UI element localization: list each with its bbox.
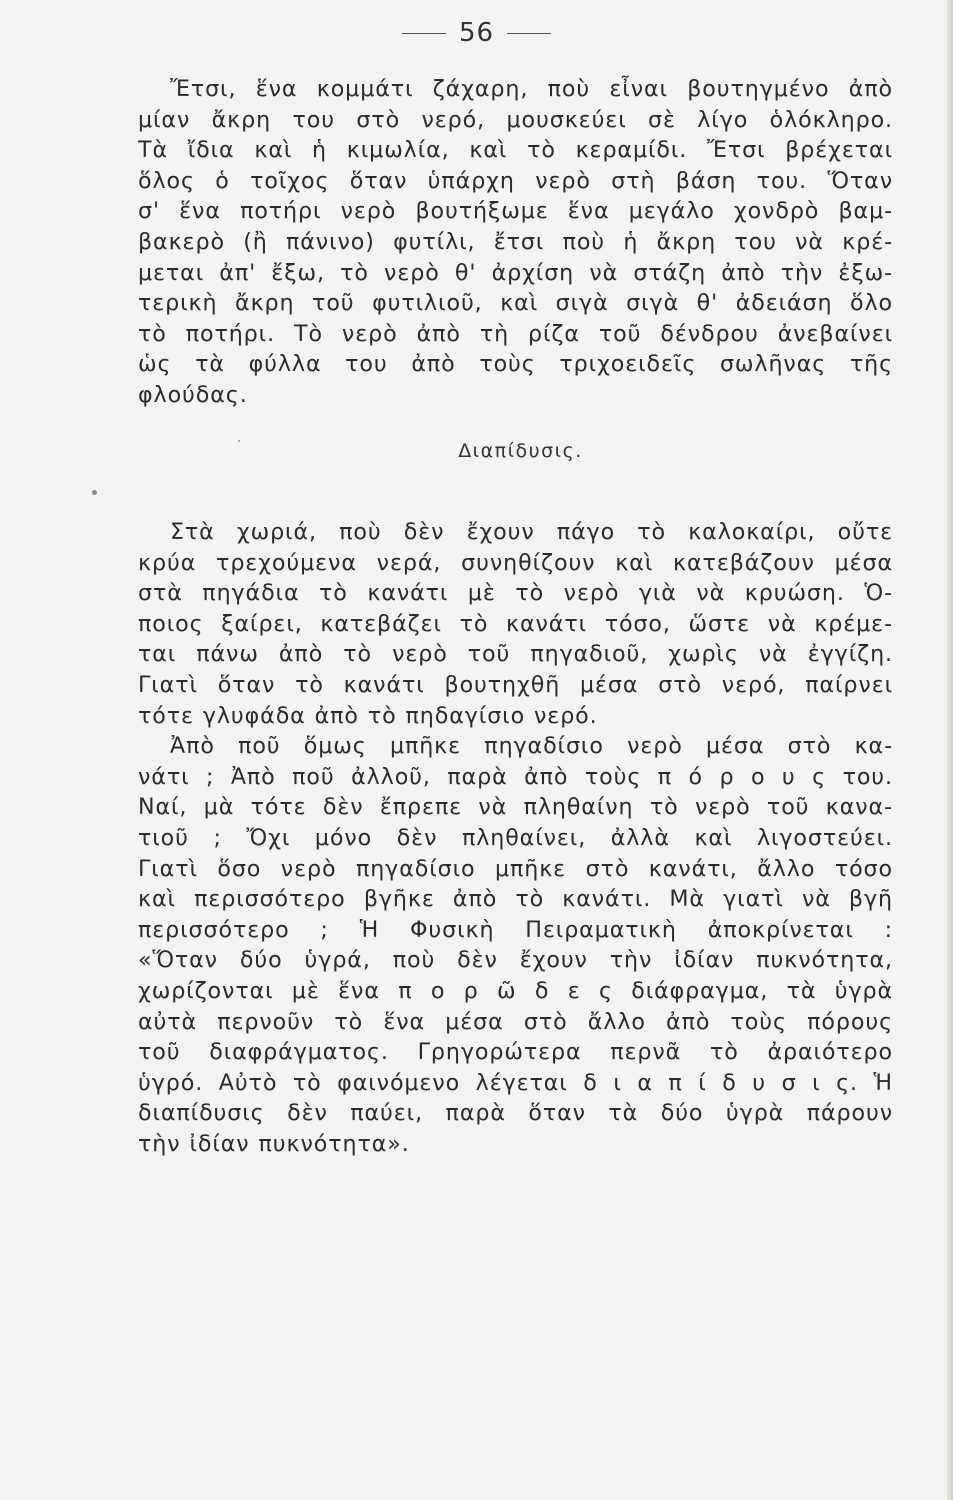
text-line: Στὰ χωριά, ποὺ δὲν ἔχουν πάγο τὸ καλοκαίρι, οὔτε bbox=[170, 519, 893, 545]
text-line: ὡς τὰ φύλλα του ἀπὸ τοὺς τριχοειδεῖς σωλῆνας τῆς bbox=[138, 351, 893, 378]
text-line: ὅλος ὁ τοῖχος ὅταν ὑπάρχη νερὸ στὴ βάση του. Ὅταν bbox=[138, 167, 893, 194]
text-line: Ἀπὸ ποῦ ὅμως μπῆκε πηγαδίσιο νερὸ μέσα στὸ κα- bbox=[170, 733, 893, 760]
page-number: 56 bbox=[458, 18, 495, 48]
text-line: ται πάνω ἀπὸ τὸ νερὸ τοῦ πηγαδιοῦ, χωρὶς νὰ ἐγγίζη. bbox=[138, 641, 893, 668]
text-line: τὴν ἰδίαν πυκνότητα». bbox=[138, 1130, 410, 1157]
text-line: κρύα τρεχούμενα νερά, συνηθίζουν καὶ κατεβάζουν μέσα bbox=[138, 549, 893, 576]
paragraph-1 bbox=[138, 74, 893, 411]
header-rule-left bbox=[402, 33, 446, 34]
text-line: Γιατὶ ὅταν τὸ κανάτι βουτηχθῆ μέσα στὸ νερό, παίρνει bbox=[138, 671, 893, 698]
text-line: τότε γλυφάδα ἀπὸ τὸ πηδαγίσιο νερό. bbox=[138, 702, 598, 729]
text-line: τερικὴ ἄκρη τοῦ φυτιλιοῦ, καὶ σιγὰ σιγὰ θ' ἀδειάση ὅλο bbox=[138, 290, 893, 317]
text-line: ποιος ξαίρει, κατεβάζει τὸ κανάτι τόσο, ὥστε νὰ κρέμε- bbox=[138, 610, 893, 637]
text-line: βακερὸ (ἢ πάνινο) φυτίλι, ἔτσι ποὺ ἡ ἄκρη του νὰ κρέ- bbox=[138, 228, 893, 255]
text-line: Τὰ ἴδια καὶ ἡ κιμωλία, καὶ τὸ κεραμίδι. Ἔτσι βρέχεται bbox=[138, 137, 893, 164]
text-line: τὸ ποτήρι. Τὸ νερὸ ἀπὸ τὴ ρίζα τοῦ δένδρου ἀνεβαίνει bbox=[138, 320, 893, 347]
header-rule-right bbox=[507, 33, 551, 34]
text-line: τοῦ διαφράγματος. Γρηγορώτερα περνᾶ τὸ ἀραιότερο bbox=[138, 1039, 893, 1066]
page-header bbox=[0, 18, 953, 48]
text-line: «Ὅταν δύο ὑγρά, ποὺ δὲν ἔχουν τὴν ἰδίαν πυκνότητα, bbox=[138, 947, 893, 974]
paragraph-2 bbox=[138, 517, 893, 1159]
print-speck bbox=[92, 490, 97, 495]
text-line: Ναί, μὰ τότε δὲν ἔπρεπε νὰ πληθαίνη τὸ νερὸ τοῦ κανα- bbox=[138, 794, 893, 821]
text-line: μίαν ἄκρη του στὸ νερό, μουσκεύει σὲ λίγο ὁλόκληρο. bbox=[138, 106, 893, 133]
section-heading: Διαπίδυσις. bbox=[458, 440, 583, 462]
text-line: σ' ἕνα ποτήρι νερὸ βουτήξωμε ἕνα μεγάλο χονδρὸ βαμ- bbox=[138, 198, 893, 225]
text-line: μεται ἀπ' ἔξω, τὸ νερὸ θ' ἀρχίση νὰ στάζη ἀπὸ τὴν ἐξω- bbox=[138, 259, 893, 286]
text-line: διαπίδυσις δὲν παύει, παρὰ ὅταν τὰ δύο ὑγρὰ πάρουν bbox=[138, 1100, 893, 1127]
text-line: αὐτὰ περνοῦν τὸ ἕνα μέσα στὸ ἄλλο ἀπὸ τοὺς πόρους bbox=[138, 1008, 893, 1035]
text-line: ὑγρό. Αὐτὸ τὸ φαινόμενο λέγεται δ ι α π ί δ υ σ ι ς. Ἡ bbox=[138, 1069, 893, 1096]
text-line: Γιατὶ ὅσο νερὸ πηγαδίσιο μπῆκε στὸ κανάτι, ἄλλο τόσο bbox=[138, 855, 893, 882]
text-line: στὰ πηγάδια τὸ κανάτι μὲ τὸ νερὸ γιὰ νὰ κρυώση. Ὁ- bbox=[138, 580, 893, 607]
text-line: Ἔτσι, ἕνα κομμάτι ζάχαρη, ποὺ εἶναι βουτηγμένο ἀπὸ bbox=[170, 76, 893, 102]
print-speck bbox=[238, 440, 240, 442]
page-edge-shadow bbox=[947, 0, 953, 1500]
text-line: τιοῦ ; Ὄχι μόνο δὲν πληθαίνει, ἀλλὰ καὶ λιγοστεύει. bbox=[138, 824, 893, 851]
text-line: περισσότερο ; Ἡ Φυσικὴ Πειραματικὴ ἀποκρίνεται : bbox=[138, 916, 893, 943]
text-line: νάτι ; Ἀπὸ ποῦ ἀλλοῦ, παρὰ ἀπὸ τοὺς π ό ρ ο υ ς του. bbox=[138, 763, 893, 790]
text-line: καὶ περισσότερο βγῆκε ἀπὸ τὸ κανάτι. Μὰ γιατὶ νὰ βγῆ bbox=[138, 886, 893, 913]
text-line: χωρίζονται μὲ ἕνα π ο ρ ῶ δ ε ς διάφραγμα, τὰ ὑγρὰ bbox=[138, 977, 893, 1004]
text-line: φλούδας. bbox=[138, 381, 248, 408]
